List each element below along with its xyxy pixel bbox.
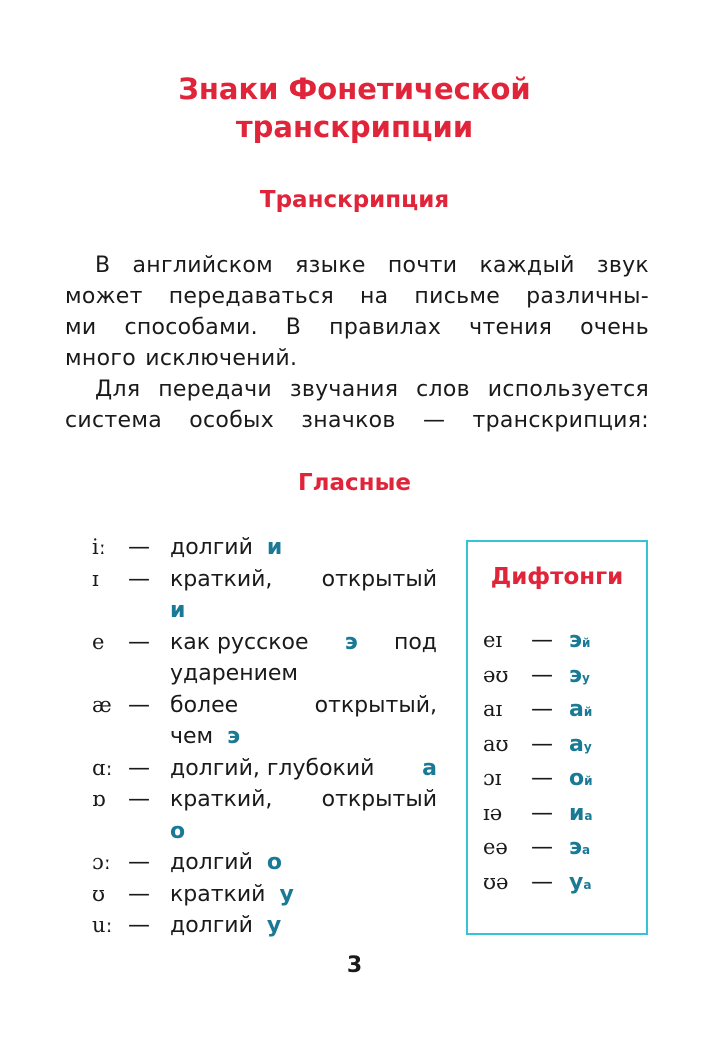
vowels-heading: Гласные xyxy=(298,470,411,496)
vowel-description xyxy=(170,532,437,564)
russian-letter: и xyxy=(170,598,186,623)
vowel-item xyxy=(92,784,437,816)
russian-letter: о xyxy=(170,818,186,844)
superscript-letter: й xyxy=(584,774,593,788)
ipa-symbol: ɪə xyxy=(483,800,503,825)
ipa-symbol: ɔɪ xyxy=(483,766,502,790)
ipa-symbol: ɪ xyxy=(92,566,99,591)
russian-letter: э xyxy=(227,724,241,749)
vowel-text: долгий xyxy=(170,535,253,560)
vowel-text-continuation: ударением xyxy=(170,661,299,686)
diphthong-item xyxy=(483,832,593,867)
vowel-text: краткий xyxy=(170,881,266,907)
superscript-letter: у xyxy=(582,670,590,685)
superscript-letter: а xyxy=(584,808,593,823)
ipa-symbol: eə xyxy=(483,835,508,859)
russian-letter: а xyxy=(569,731,584,757)
dash: — xyxy=(128,913,150,938)
ipa-symbol: ʊə xyxy=(483,869,509,894)
ipa-symbol: iː xyxy=(92,535,106,559)
russian-letter: у xyxy=(279,881,294,907)
vowel-item-continuation xyxy=(92,658,437,690)
vowel-text: краткий, открытый xyxy=(170,787,437,812)
dash: — xyxy=(531,766,553,791)
russian-letter: о xyxy=(266,850,283,875)
dash: — xyxy=(531,628,553,653)
dash: — xyxy=(128,566,150,592)
ipa-symbol: æ xyxy=(92,692,112,717)
dash: — xyxy=(531,869,553,895)
transcription-paragraph xyxy=(65,374,649,436)
vowel-description xyxy=(170,847,437,879)
paragraph-line: ми способами. В правилах чтения очень xyxy=(65,315,649,340)
vowel-item xyxy=(92,879,437,911)
diphthongs-heading: Дифтонги xyxy=(490,564,624,590)
title-line-2: транскрипции xyxy=(235,110,474,144)
dash: — xyxy=(128,787,150,812)
vowel-text: как русское xyxy=(170,629,309,655)
vowel-text: долгий xyxy=(170,850,253,875)
vowel-item xyxy=(92,564,437,596)
diphthong-item xyxy=(483,729,593,764)
ipa-symbol: uː xyxy=(92,913,113,937)
russian-letter: э xyxy=(569,628,583,653)
dash: — xyxy=(531,800,553,826)
dash: — xyxy=(128,755,150,781)
vowel-text-after: под xyxy=(393,629,437,655)
vowel-item-continuation xyxy=(92,816,437,848)
diphthong-item xyxy=(483,625,593,660)
diphthong-item xyxy=(483,694,593,729)
ipa-symbol: ɒ xyxy=(92,787,106,811)
dash: — xyxy=(128,881,150,907)
vowel-item-continuation xyxy=(92,721,437,753)
vowel-description xyxy=(170,879,437,911)
russian-letter: э xyxy=(344,629,358,655)
ipa-symbol: e xyxy=(92,629,105,654)
superscript-letter: у xyxy=(583,739,592,754)
russian-letter: а xyxy=(422,755,437,781)
dash: — xyxy=(531,697,553,722)
diphthong-item xyxy=(483,660,593,695)
paragraph-line: Для передачи звучания слов используется xyxy=(95,377,649,402)
vowel-text-continuation: чем xyxy=(170,724,214,749)
paragraph-line: система особых значков — транскрипция: xyxy=(65,408,649,433)
vowel-description xyxy=(170,910,437,942)
russian-letter: и xyxy=(266,535,283,560)
ipa-symbol: ɔː xyxy=(92,850,111,874)
russian-letter: а xyxy=(569,697,584,722)
page-title xyxy=(0,70,709,146)
dash: — xyxy=(128,629,150,655)
russian-letter: у xyxy=(266,913,282,938)
diphthong-item xyxy=(483,763,593,798)
vowel-text: долгий, глубокий xyxy=(170,755,375,781)
page-number: 3 xyxy=(346,953,363,978)
vowel-text: краткий, открытый xyxy=(170,566,437,592)
russian-letter: э xyxy=(569,835,583,860)
vowel-item xyxy=(92,532,437,564)
vowel-item xyxy=(92,910,437,942)
dash: — xyxy=(128,535,150,560)
dash: — xyxy=(128,692,150,718)
vowel-item xyxy=(92,627,437,659)
russian-letter: о xyxy=(569,766,585,791)
ipa-symbol: eɪ xyxy=(483,628,503,652)
intro-paragraph xyxy=(65,250,649,374)
vowel-item xyxy=(92,753,437,785)
vowel-list xyxy=(92,532,437,942)
vowel-text: долгий xyxy=(170,913,253,938)
paragraph-line: может передаваться на письме различны- xyxy=(65,284,649,309)
diphthongs-box xyxy=(466,540,648,935)
vowel-description xyxy=(170,753,437,785)
ipa-symbol: ʊ xyxy=(92,881,106,906)
diphthong-list xyxy=(483,625,593,901)
dash: — xyxy=(531,731,553,757)
section-heading-transcription: Транскрипция xyxy=(259,187,450,213)
vowel-item xyxy=(92,847,437,879)
vowel-description xyxy=(170,627,437,659)
title-line-1: Знаки Фонетической xyxy=(178,72,531,106)
russian-letter: э xyxy=(569,662,583,688)
diphthong-item xyxy=(483,798,593,833)
russian-letter: у xyxy=(569,869,584,895)
superscript-letter: а xyxy=(583,877,592,892)
dash: — xyxy=(531,835,553,860)
superscript-letter: й xyxy=(583,705,593,719)
paragraph-line: В английском языке почти каждый звук xyxy=(95,253,649,278)
superscript-letter: й xyxy=(582,636,591,650)
vowel-item-continuation xyxy=(92,595,437,627)
russian-letter: и xyxy=(569,800,585,826)
superscript-letter: а xyxy=(582,843,591,857)
dash: — xyxy=(531,662,553,688)
ipa-symbol: əʊ xyxy=(483,662,509,687)
paragraph-line: много исключений. xyxy=(65,346,298,371)
diphthong-item xyxy=(483,867,593,902)
ipa-symbol: aɪ xyxy=(483,697,503,721)
ipa-symbol: aʊ xyxy=(483,731,509,756)
ipa-symbol: ɑː xyxy=(92,755,113,780)
vowel-item xyxy=(92,690,437,722)
dash: — xyxy=(128,850,150,875)
vowel-text: более открытый, xyxy=(170,692,437,718)
